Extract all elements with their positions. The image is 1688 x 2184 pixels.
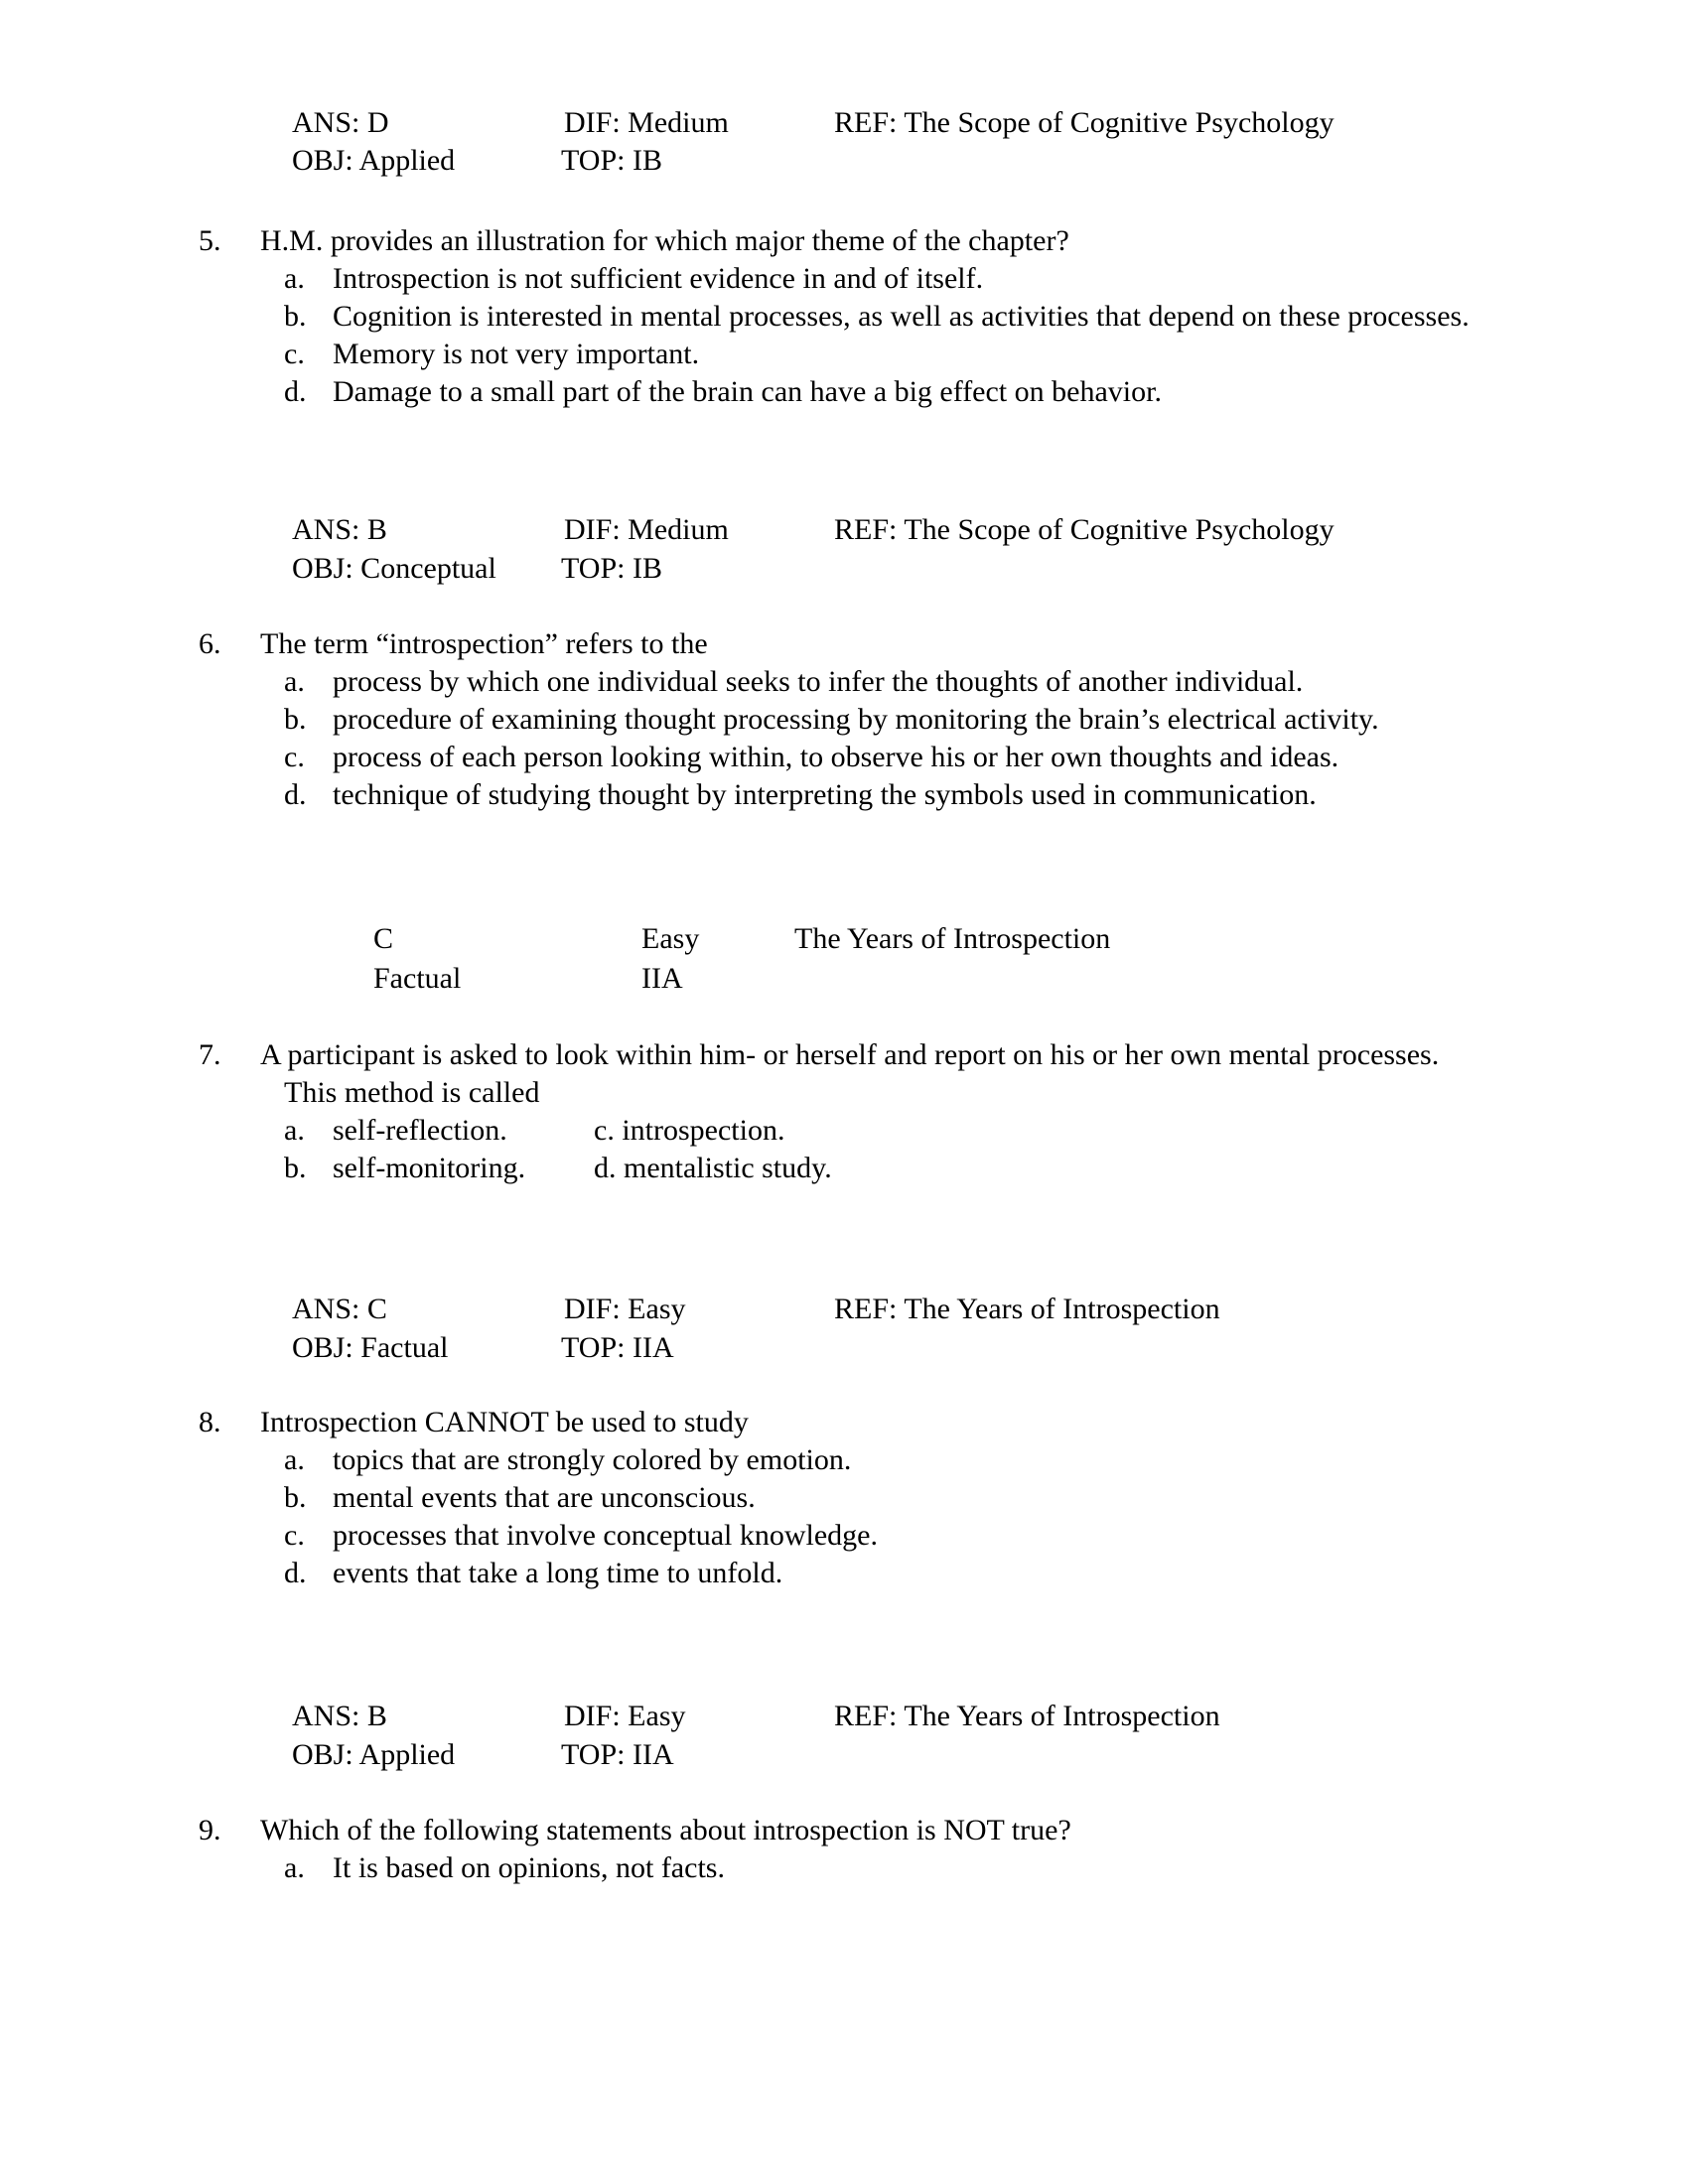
question-text-continued: This method is called [284,1076,540,1109]
objective-value: OBJ: Factual [292,1331,449,1364]
option-text: technique of studying thought by interpreting the symbols used in communication. [333,778,1317,811]
difficulty-value: DIF: Easy [564,1293,686,1325]
topic-value: IIA [641,962,683,995]
option-text: Memory is not very important. [333,338,700,370]
option-letter: b. [284,300,307,333]
reference-value: REF: The Years of Introspection [834,1700,1220,1732]
question-number: 6. [199,627,221,660]
option-text: processes that involve conceptual knowledge. [333,1519,878,1552]
answer-value: ANS: D [292,106,389,139]
option-text: process of each person looking within, to observe his or her own thoughts and ideas. [333,741,1339,773]
difficulty-value: DIF: Medium [564,513,729,546]
question-text: Introspection CANNOT be used to study [260,1406,749,1438]
question-number: 9. [199,1814,221,1846]
answer-value: ANS: B [292,1700,387,1732]
reference-value: REF: The Scope of Cognitive Psychology [834,513,1335,546]
topic-value: TOP: IIA [561,1738,674,1771]
option-text: self-monitoring. [333,1152,526,1184]
question-text: H.M. provides an illustration for which major theme of the chapter? [260,224,1069,257]
option-letter: b. [284,703,307,736]
option-text: Damage to a small part of the brain can have a big effect on behavior. [333,375,1162,408]
objective-value: OBJ: Applied [292,144,456,177]
objective-value: OBJ: Conceptual [292,552,496,585]
answer-value: ANS: B [292,513,387,546]
topic-value: TOP: IIA [561,1331,674,1364]
topic-value: TOP: IB [561,144,662,177]
option-letter: a. [284,1443,305,1476]
question-number: 5. [199,224,221,257]
option-letter: c. [284,1519,305,1552]
difficulty-value: Easy [641,922,700,955]
option-letter: a. [284,1114,305,1147]
option-letter: a. [284,665,305,698]
question-number: 8. [199,1406,221,1438]
option-letter: b. [284,1481,307,1514]
option-letter: c. [284,741,305,773]
option-text: self-reflection. [333,1114,507,1147]
objective-value: OBJ: Applied [292,1738,456,1771]
option-text: Introspection is not sufficient evidence in and of itself. [333,262,984,295]
answer-value: ANS: C [292,1293,387,1325]
answer-value: C [373,922,394,955]
option-letter: d. [284,375,307,408]
question-number: 7. [199,1038,221,1071]
reference-value: The Years of Introspection [794,922,1111,955]
difficulty-value: DIF: Easy [564,1700,686,1732]
option-text: procedure of examining thought processing by monitoring the brain’s electrical activity. [333,703,1379,736]
option-letter: a. [284,262,305,295]
reference-value: REF: The Scope of Cognitive Psychology [834,106,1335,139]
reference-value: REF: The Years of Introspection [834,1293,1220,1325]
option-letter: d. [284,1557,307,1589]
option-letter: c. [284,338,305,370]
option-text: mental events that are unconscious. [333,1481,756,1514]
option-text: topics that are strongly colored by emotion. [333,1443,852,1476]
option-text-column-2: d. mentalistic study. [594,1152,832,1184]
option-text-column-2: c. introspection. [594,1114,785,1147]
option-text: events that take a long time to unfold. [333,1557,783,1589]
topic-value: TOP: IB [561,552,662,585]
option-letter: d. [284,778,307,811]
option-text: It is based on opinions, not facts. [333,1851,725,1884]
difficulty-value: DIF: Medium [564,106,729,139]
question-text: Which of the following statements about introspection is NOT true? [260,1814,1071,1846]
question-text: A participant is asked to look within him- or herself and report on his or her own mental processes. [260,1038,1440,1071]
objective-value: Factual [373,962,462,995]
option-text: Cognition is interested in mental processes, as well as activities that depend on these processes. [333,300,1470,333]
option-letter: a. [284,1851,305,1884]
option-text: process by which one individual seeks to infer the thoughts of another individual. [333,665,1304,698]
option-letter: b. [284,1152,307,1184]
question-text: The term “introspection” refers to the [260,627,708,660]
